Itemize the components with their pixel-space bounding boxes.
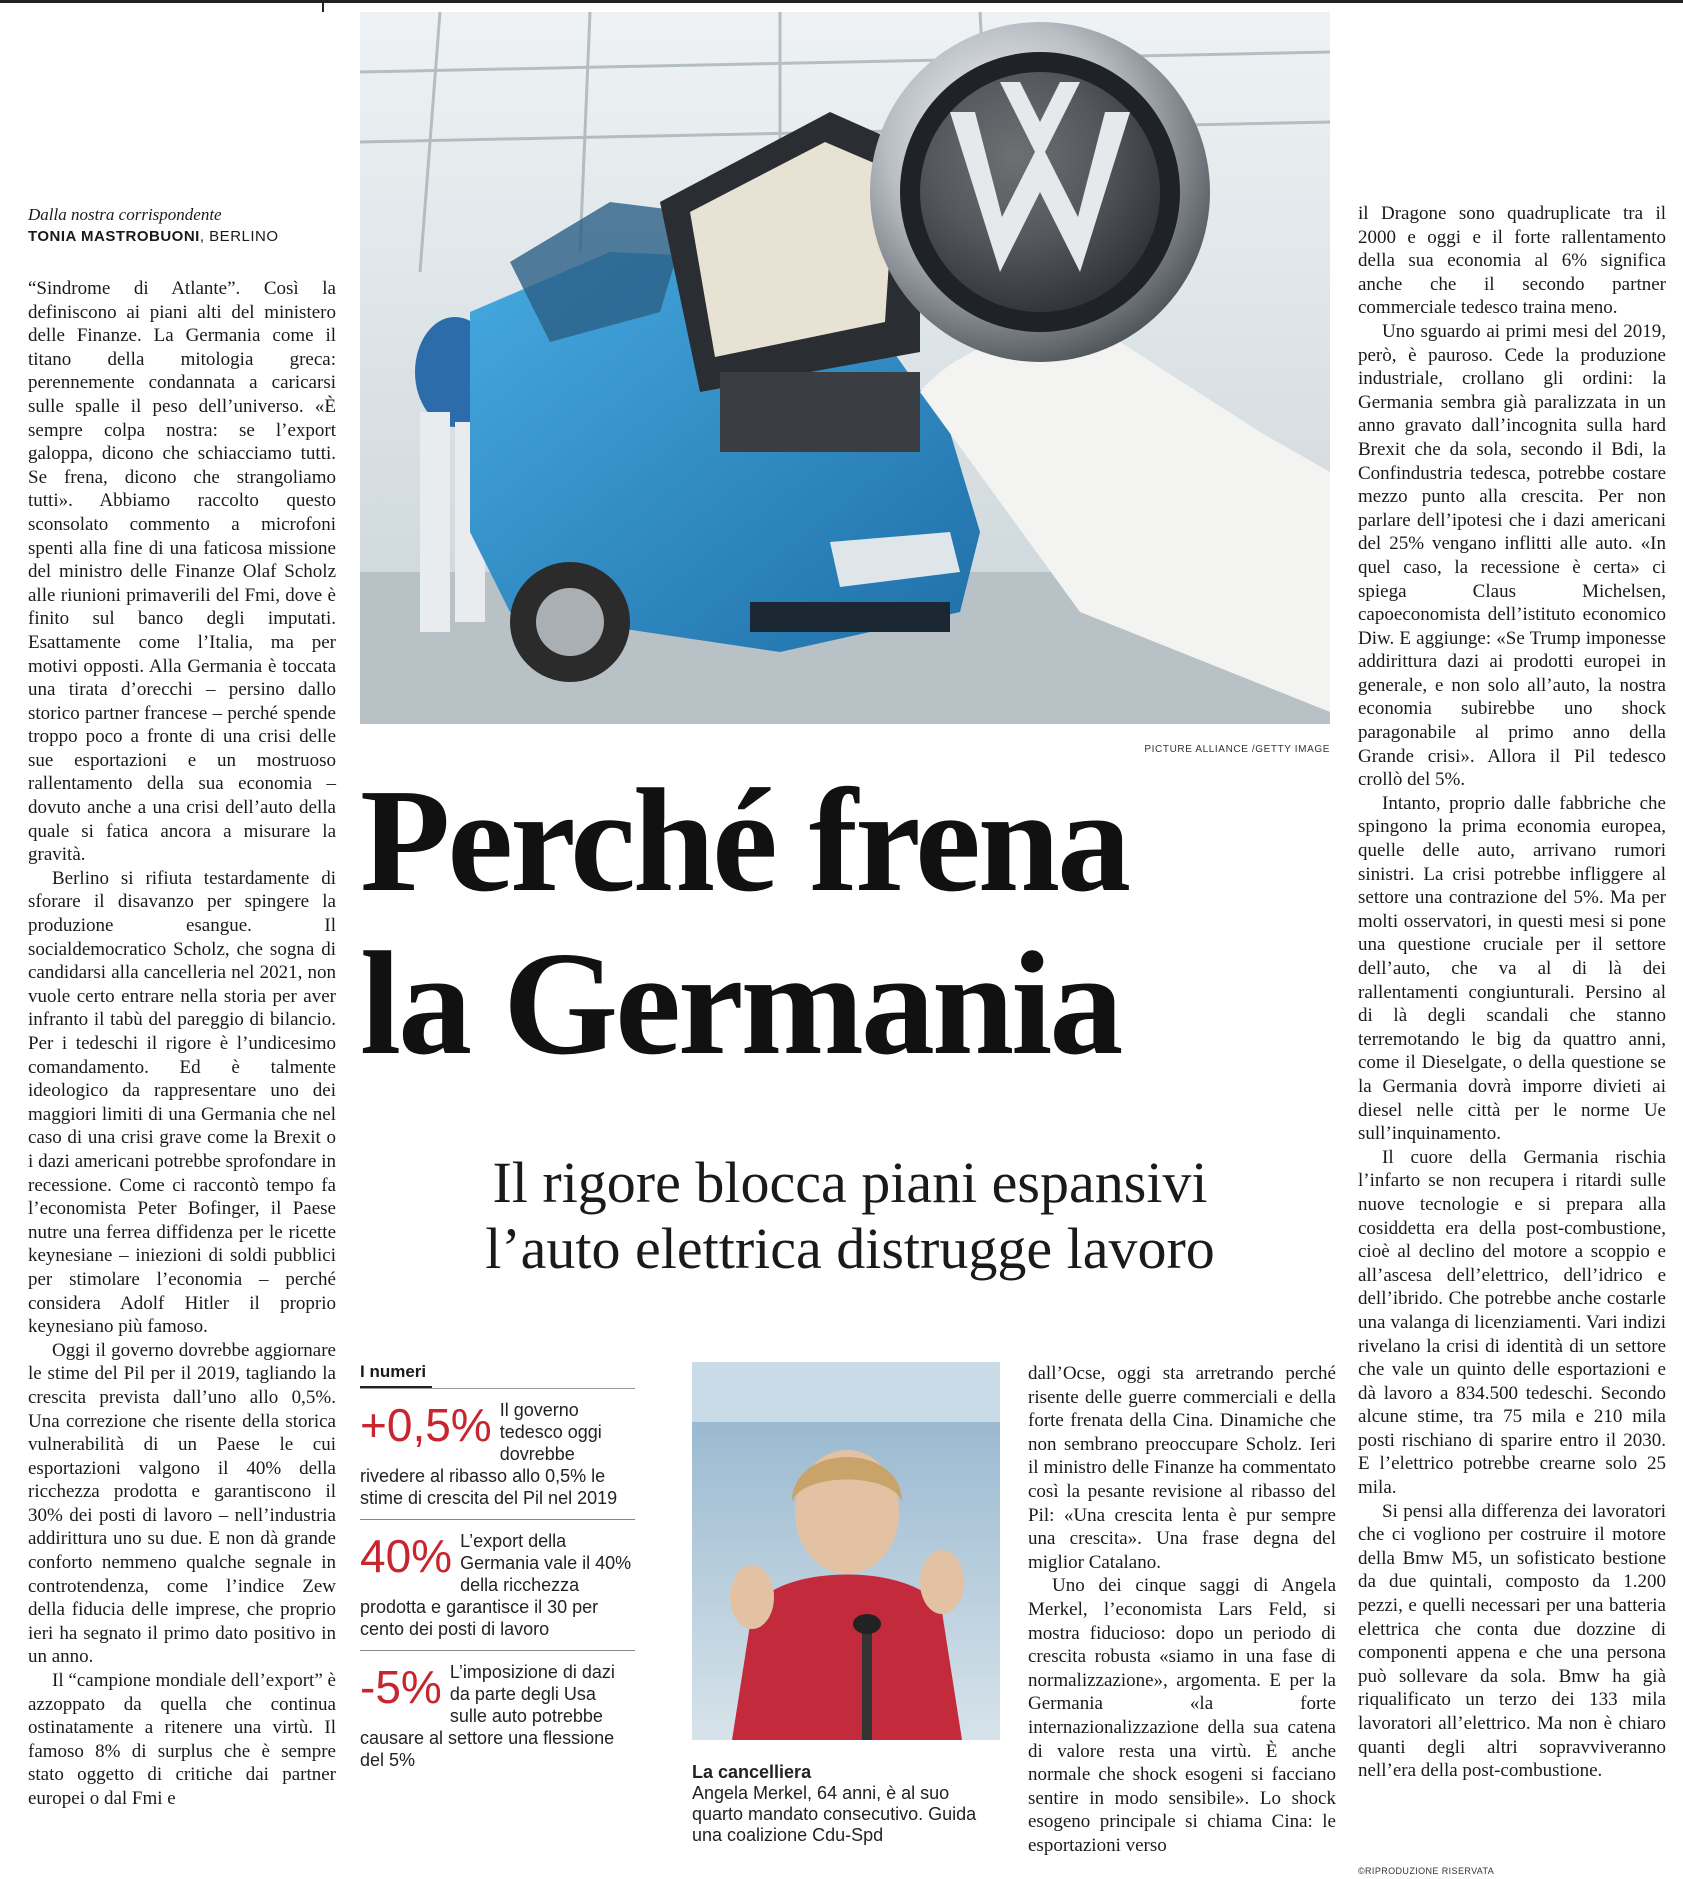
numbers-box-title: I numeri — [360, 1362, 432, 1388]
headline-line-1: Perché frena — [360, 759, 1129, 923]
paragraph: Uno dei cinque saggi di Angela Merkel, l’economista Lars Feld, si mostra fiducioso: dopo un periodo di crescita robusta «siamo in una fase di normalizzazione», argomenta. E per la Germania «la forte internazionalizzazione della sua catena di valore resta una virtù. È anche normale che shock esogeni si facciano sentire in modo sensibile». Lo shock esogeno principale si chiama Cina: le esportazioni verso — [1028, 1575, 1336, 1856]
numbers-box — [360, 1362, 635, 1781]
merkel-photo — [692, 1362, 1000, 1740]
number-item — [360, 1520, 635, 1651]
paragraph: dall’Ocse, oggi sta arretrando perché risente delle guerre commerciali e della forte frenata della Cina. Dinamiche che non sembrano preoccupare Scholz. Ieri il ministro delle Finanze ha commentato così la pesante revisione al ribasso del Pil: «Una crescita lenta è pur sempre una crescita». Una frase degna del miglior Catalano. — [1028, 1363, 1336, 1573]
byline — [28, 204, 328, 248]
subheadline-line-1: Il rigore blocca piani espansivi — [492, 1150, 1208, 1215]
caption-text: Angela Merkel, 64 anni, è al suo quarto mandato consecutivo. Guida una coalizione Cdu-Spd — [692, 1783, 977, 1845]
number-value: +0,5% — [360, 1399, 492, 1451]
author-name: TONIA MASTROBUONI — [28, 228, 200, 245]
photo-caption — [692, 1762, 1000, 1846]
paragraph: Intanto, proprio dalle fabbriche che spingono la prima economia europea, quelle delle auto, arrivano rumori sinistri. La crisi potrebbe infliggere al settore una contrazione del 5%. Ma per molti osservatori, in questi mesi si pone una questione cruciale per il settore dell’auto, che va al di là dei rallentamenti congiunturali. Persino al di là degli scandali che stanno terremotando le big da quattro anni, come il Dieselgate, o della questione se la Germania dovrà imporre divieti ai diesel nelle città per le norme Ue sull’inquinamento. — [1358, 792, 1666, 1145]
top-rule — [0, 0, 1683, 3]
photo-credit: PICTURE ALLIANCE /GETTY IMAGE — [1144, 744, 1330, 755]
paragraph: Oggi il governo dovrebbe aggiornare le stime del Pil per il 2019, tagliando la crescita prevista dall’uno allo 0,5%. Una correzione che risente della storica vulnerabilità di un Paese le cui esportazioni valgono il 40% della ricchezza prodotta e garantiscono il 30% dei posti di lavoro – nell’industria addirittura uno su due. E non dà grande conforto nemmeno qualche segnale in controtendenza, come l’indice Zew della fiducia delle imprese, che proprio ieri ha segnato il primo dato positivo in un anno. — [28, 1339, 336, 1668]
headline-line-2: la Germania — [360, 922, 1121, 1086]
number-value: -5% — [360, 1661, 442, 1713]
number-item — [360, 1389, 635, 1520]
paragraph: Uno sguardo ai primi mesi del 2019, però, è pauroso. Cede la produzione industriale, crollano gli ordini: la Germania sembra già paralizzata in un anno gravato dall’incognita sulla hard Brexit che da sola, secondo il Bdi, la Confindustria tedesca, potrebbe costare mezzo punto alla crescita. Per non parlare dell’ipotesi che i dazi americani del 25% vengano inflitti alle auto. «In quel caso, la recessione è certa» ci spiega Claus Michelsen, capoeconomista dell’istituto economico Diw. E aggiunge: «Se Trump imponesse addirittura dazi ai prodotti europei in generale, e non solo all’auto, la nostra economia subirebbe uno shock paragonabile al primo anno della Grande crisi». Allora il Pil tedesco crollò del 5%. — [1358, 320, 1666, 791]
paragraph: Si pensi alla differenza dei lavoratori che ci vogliono per costruire il motore della Bmw M5, un sofisticato bestione da due quintali, composto da 1.200 pezzi, e quelli necessari per una batteria elettrica che conta due dozzine di componenti appena e che una persona può sollevare da sola. Bmw ha già riqualificato un terzo dei 133 mila lavoratori all’elettrico. Ma non è chiaro quanti degli altri sopravviveranno nell’era della post-combustione. — [1358, 1500, 1666, 1782]
caption-title: La cancelliera — [692, 1762, 812, 1782]
subheadline-line-2: l’auto elettrica distrugge lavoro — [485, 1216, 1215, 1281]
paragraph: Il “campione mondiale dell’export” è azzoppato da quella che continua ostinatamente a ritenere una virtù. Il famoso 8% di surplus che è sempre stato oggetto di critiche dai partner europei o dal Fmi e — [28, 1670, 336, 1809]
subheadline — [360, 1150, 1340, 1282]
vw-logo — [870, 22, 1210, 362]
copyright-notice: ©RIPRODUZIONE RISERVATA — [1358, 1866, 1495, 1876]
main-photo-vw-factory — [360, 12, 1330, 724]
number-item — [360, 1651, 635, 1781]
number-description: L’export della Germania vale il 40% della ricchezza prodotta e garantisce il 30 per cento dei posti di lavoro — [360, 1531, 632, 1639]
number-value: 40% — [360, 1530, 453, 1582]
byline-city: , BERLINO — [199, 228, 279, 245]
number-description: L’imposizione di dazi da parte degli Usa sulle auto potrebbe causare al settore una flessione del 5% — [360, 1662, 615, 1770]
article-column-3 — [1028, 1362, 1336, 1857]
paragraph: Berlino si rifiuta testardamente di sforare il disavanzo per spingere la produzione esangue. Il socialdemocratico Scholz, che sogna di candidarsi alla cancelleria nel 2021, non vuole certo entrare nella storia per aver infranto il tabù del pareggio di bilancio. Per i tedeschi il rigore è l’undicesimo comandamento. Ed è talmente ideologico da rappresentare uno dei maggiori limiti di una Germania che nel caso di una crisi grave come la Brexit o i dazi americani potrebbe sprofondare in recessione. Come ci raccontò tempo fa l’economista Peter Bofinger, il Paese nutre una ferrea diffidenza per le ricette keynesiane – iniezioni di soldi pubblici per stimolare l’economia – perché considera Adolf Hitler il proprio keynesiano più famoso. — [28, 867, 336, 1338]
article-column-1 — [28, 277, 336, 1811]
merkel-illustration — [692, 1362, 1000, 1740]
paragraph: il Dragone sono quadruplicate tra il 2000 e oggi e il forte rallentamento della sua economia al 6% significa anche che il secondo partner commerciale tedesco traina meno. — [1358, 203, 1666, 319]
paragraph: “Sindrome di Atlante”. Così la definiscono ai piani alti del ministero delle Finanze. La Germania come il titano della mitologia greca: perennemente condannata a caricarsi sulle spalle il peso dell’universo. «È sempre colpa nostra: se l’export galoppa, dicono che schiacciamo tutti. Se frena, dicono che strangoliamo tutti». Abbiamo raccolto questo sconsolato commento a microfoni spenti alla fine di una faticosa missione del ministro delle Finanze Olaf Scholz alle riunioni primaverili del Fmi, dove è finito sul banco degli imputati. Esattamente come l’Italia, ma per motivi opposti. Alla Germania è toccata una tirata d’orecchi – persino dallo storico partner francese – perché spende troppo poco a fronte di una crisi delle sue esportazioni e un mostruoso rallentamento della sua economia – dovuto anche a una crisi dell’auto della quale si fatica ancora a misurare la gravità. — [28, 278, 336, 866]
byline-from: Dalla nostra corrispondente — [28, 205, 222, 224]
byline-author — [28, 226, 328, 248]
corner-rule — [322, 0, 324, 12]
headline — [360, 760, 1340, 1086]
number-description: Il governo tedesco oggi dovrebbe rivedere al ribasso allo 0,5% le stime di crescita del Pil nel 2019 — [360, 1400, 618, 1508]
article-column-4 — [1358, 202, 1666, 1783]
paragraph: Il cuore della Germania rischia l’infarto se non recupera i ritardi sulle nuove tecnologie e si prepara alla cosiddetta era della post-combustione, cioè al declino del motore a scoppio e all’ascesa dell’elettrico, dell’idrico e dell’ibrido. Che potrebbe anche costarle una valanga di licenziamenti. Vari indizi rivelano la crisi di identità di un settore che vale un quinto delle esportazioni e dà lavoro a 834.500 tedeschi. Secondo alcune stime, tra 75 mila e 210 mila posti rischiano di sparire entro il 2030. E l’elettrico potrebbe crearne solo 25 mila. — [1358, 1146, 1666, 1499]
factory-illustration — [360, 12, 1330, 724]
